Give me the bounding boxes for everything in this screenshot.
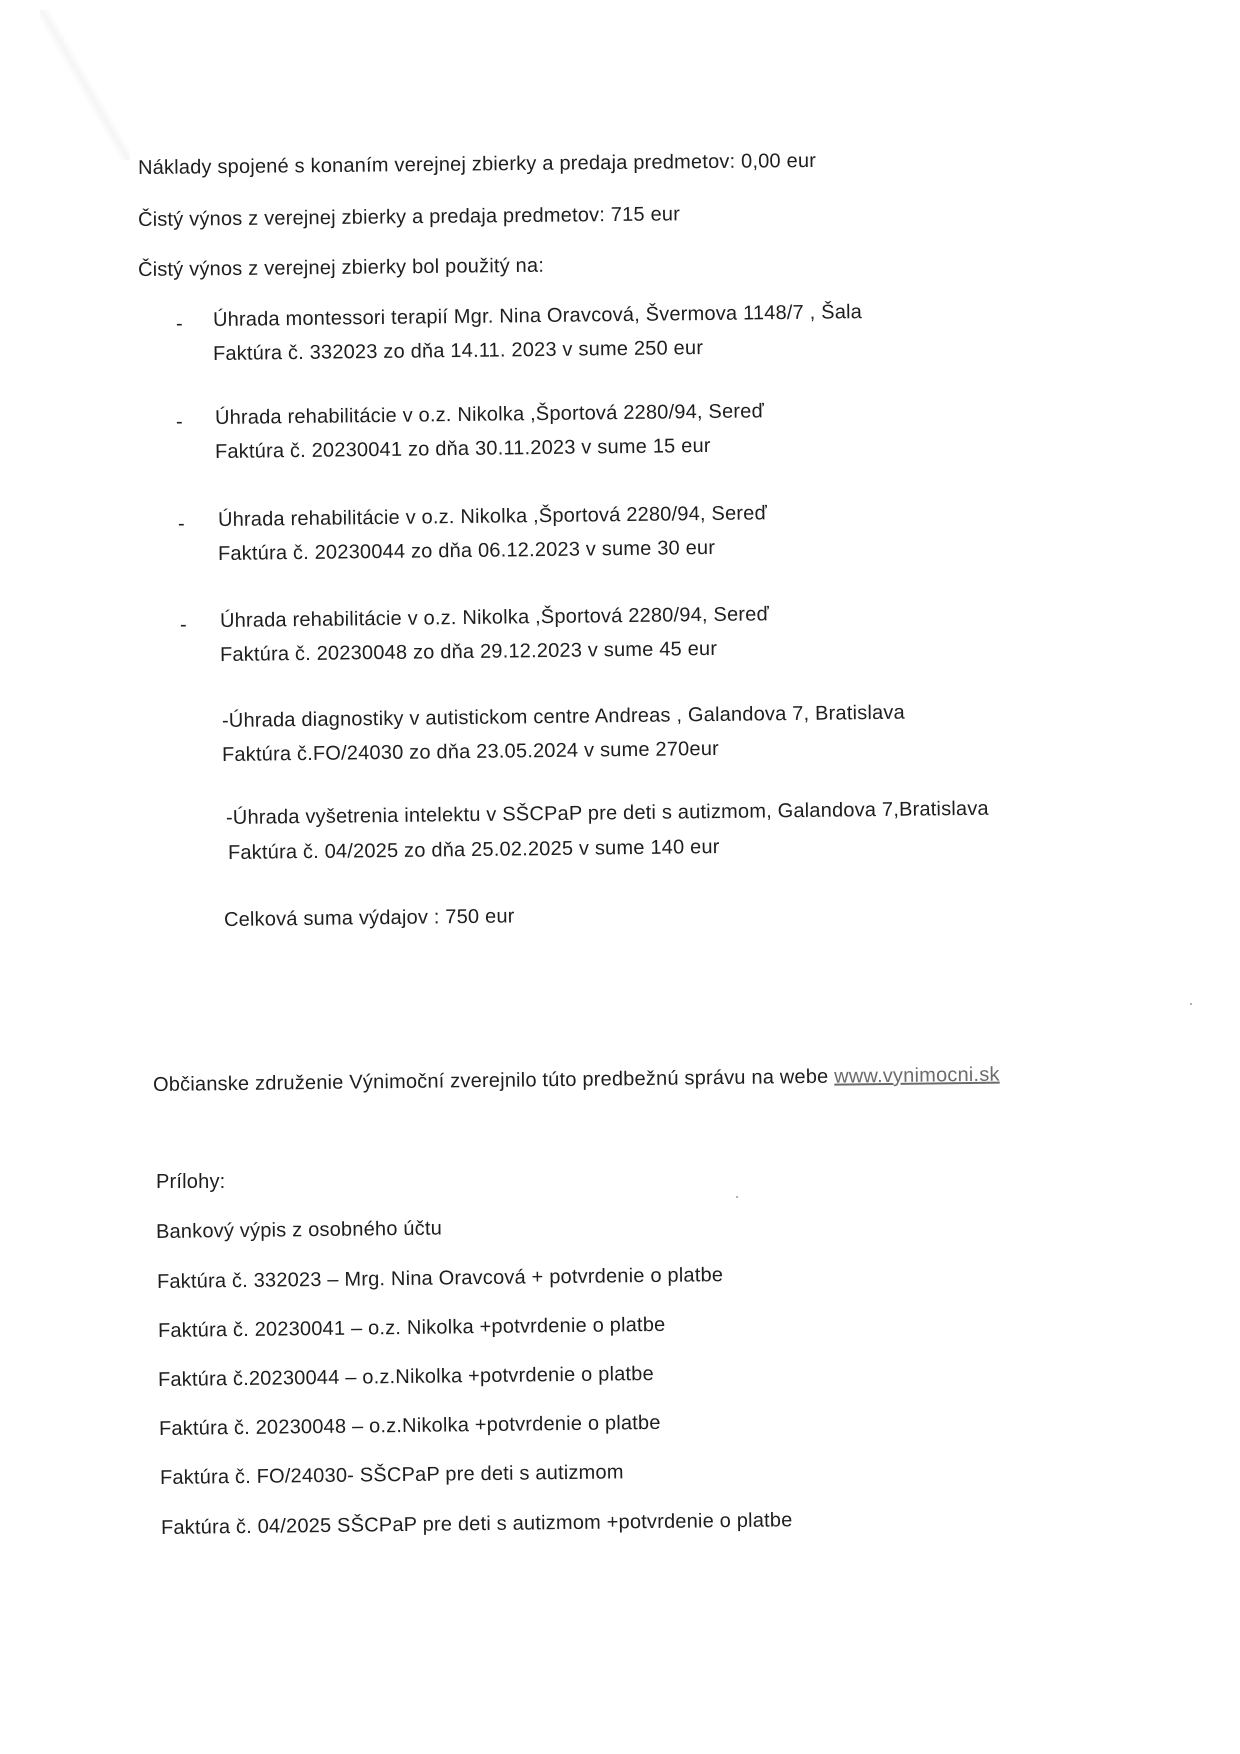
expense-invoice: Faktúra č. 332023 zo dňa 14.11. 2023 v sume 250 eur: [212, 337, 704, 365]
attachment-item: Faktúra č.20230044 – o.z.Nikolka +potvrdenie o platbe: [157, 1362, 655, 1391]
website-link[interactable]: www.vynimocni.sk: [834, 1063, 1000, 1088]
expense-invoice: Faktúra č. 20230044 zo dňa 06.12.2023 v sume 30 eur: [217, 536, 716, 565]
attachment-item: Bankový výpis z osobného účtu: [155, 1217, 443, 1243]
expense-invoice: Faktúra č.FO/24030 zo dňa 23.05.2024 v sume 270eur: [221, 737, 720, 766]
expense-invoice: Faktúra č. 20230041 zo dňa 30.11.2023 v sume 15 eur: [214, 434, 711, 463]
list-bullet: -: [178, 513, 185, 535]
expense-title: Úhrada rehabilitácie v o.z. Nikolka ,Športová 2280/94, Sereď: [219, 603, 770, 632]
attachment-item: Faktúra č. 332023 – Mrg. Nina Oravcová + potvrdenie o platbe: [156, 1264, 724, 1293]
scan-artifact: [40, 10, 130, 160]
total-expenses: Celková suma výdajov : 750 eur: [223, 905, 515, 931]
net-yield-line: Čistý výnos z verejnej zbierky a predaja predmetov: 715 eur: [137, 203, 681, 231]
attachment-item: Faktúra č. FO/24030- SŠCPaP pre deti s autizmom: [159, 1461, 624, 1489]
attachment-item: Faktúra č. 20230048 – o.z.Nikolka +potvrdenie o platbe: [158, 1411, 661, 1440]
attachment-item: Faktúra č. 20230041 – o.z. Nikolka +potvrdenie o platbe: [157, 1313, 666, 1342]
expense-invoice: Faktúra č. 04/2025 zo dňa 25.02.2025 v sume 140 eur: [227, 835, 720, 864]
publication-text: Občianske združenie Výnimoční zverejnilo túto predbežnú správu na webe: [152, 1065, 835, 1096]
expense-title: -Úhrada vyšetrenia intelektu v SŠCPaP pre deti s autizmom, Galandova 7,Bratislava: [225, 797, 989, 829]
attachments-heading: Prílohy:: [156, 1171, 226, 1193]
list-bullet: -: [180, 614, 187, 636]
scan-speck: [1190, 1003, 1192, 1005]
used-for-line: Čistý výnos z verejnej zbierky bol použitý na:: [137, 254, 545, 281]
scan-speck: [736, 1196, 738, 1198]
list-bullet: -: [176, 411, 183, 433]
expense-title: Úhrada rehabilitácie v o.z. Nikolka ,Športová 2280/94, Sereď: [217, 502, 768, 531]
list-bullet: -: [176, 313, 183, 335]
publication-line: [153, 1063, 1000, 1097]
costs-line: Náklady spojené s konaním verejnej zbierky a predaja predmetov: 0,00 eur: [137, 149, 817, 179]
expense-title: Úhrada rehabilitácie v o.z. Nikolka ,Športová 2280/94, Sereď: [214, 400, 765, 429]
attachment-item: Faktúra č. 04/2025 SŠCPaP pre deti s autizmom +potvrdenie o platbe: [160, 1509, 793, 1539]
expense-title: -Úhrada diagnostiky v autistickom centre Andreas , Galandova 7, Bratislava: [221, 701, 906, 732]
expense-invoice: Faktúra č. 20230048 zo dňa 29.12.2023 v sume 45 eur: [219, 637, 718, 666]
expense-title: Úhrada montessori terapií Mgr. Nina Oravcová, Švermova 1148/7 , Šala: [212, 301, 863, 331]
